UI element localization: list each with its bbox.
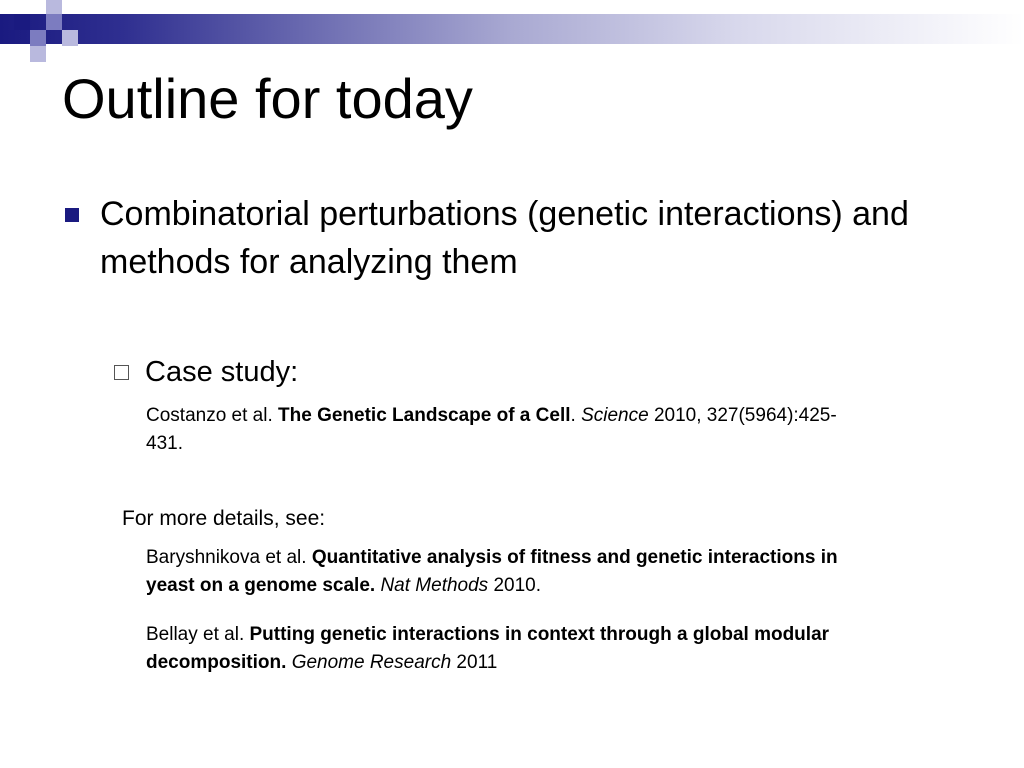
decorative-square — [30, 30, 46, 46]
decorative-square — [62, 30, 78, 46]
ref-journal: Nat Methods — [380, 575, 489, 596]
ref-details: 2010, 327(5964):425-431. — [146, 405, 837, 454]
ref-details: 2010. — [488, 575, 542, 596]
ref-separator: . — [570, 405, 582, 426]
more-details-label: For more details, see: — [122, 507, 326, 530]
ref-title: Quantitative analysis of fitness and genetic interactions in yeast on a genome scale. — [146, 547, 838, 596]
ref-authors: Bellay et al. — [146, 624, 250, 645]
ref-journal: Science — [581, 405, 649, 426]
decorative-square — [30, 46, 46, 62]
ref-journal: Genome Research — [291, 652, 452, 673]
decorative-square — [46, 14, 62, 30]
reference-item — [146, 544, 846, 600]
square-bullet-icon — [65, 208, 79, 222]
ref-authors: Costanzo et al. — [146, 405, 279, 426]
ref-details: 2011 — [451, 652, 498, 673]
hollow-square-bullet-icon — [114, 365, 129, 380]
slide-title: Outline for today — [62, 67, 473, 130]
ref-title: Putting genetic interactions in context through a global modular decomposition. — [146, 624, 830, 673]
decorative-square — [46, 0, 62, 14]
reference-item — [146, 621, 906, 677]
header-gradient-band — [0, 14, 1024, 44]
decorative-square — [14, 14, 30, 30]
ref-title: The Genetic Landscape of a Cell — [278, 405, 571, 426]
ref-authors: Baryshnikova et al. — [146, 547, 312, 568]
main-bullet-text: Combinatorial perturbations (genetic interactions) and methods for analyzing them — [100, 195, 909, 281]
sub-bullet-text: Case study: — [145, 356, 299, 388]
case-study-reference — [146, 402, 846, 458]
